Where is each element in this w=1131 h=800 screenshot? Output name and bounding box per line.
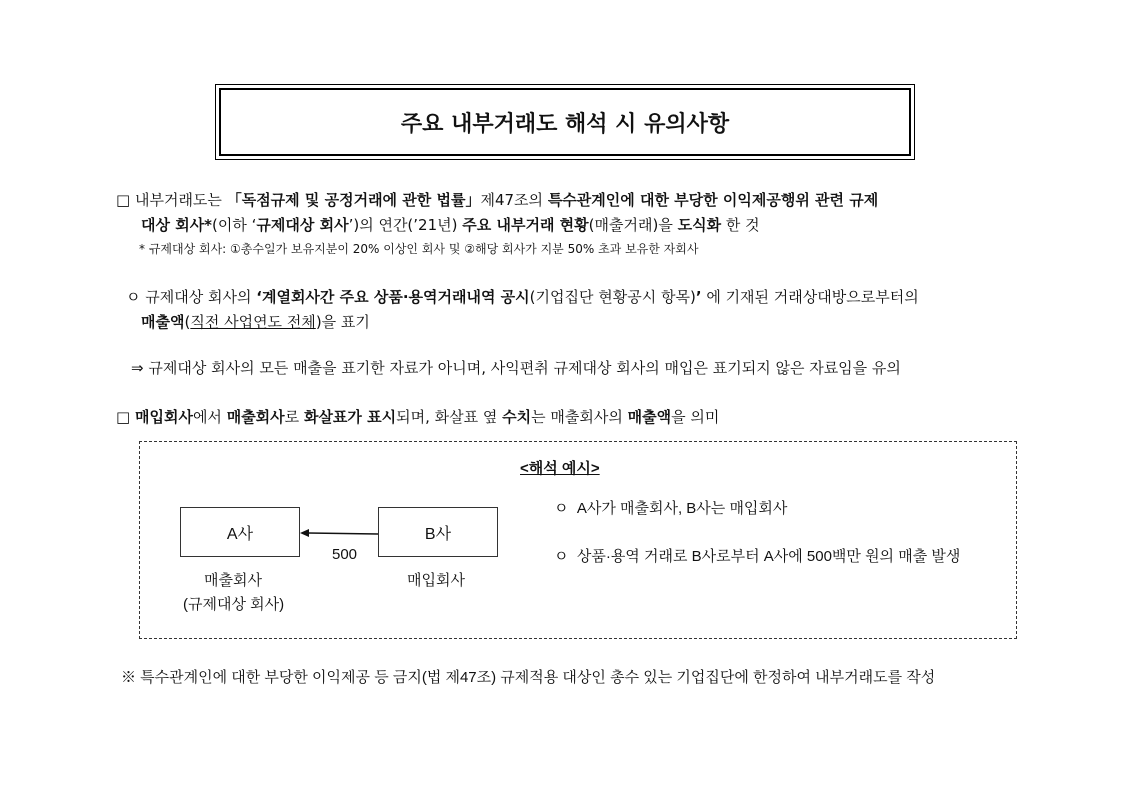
example-box (139, 441, 1017, 639)
para3-arrow: ⇒ (131, 359, 144, 377)
para2-line2 (141, 312, 370, 332)
para2-line1 (126, 287, 919, 307)
para4-bold4: 수치 (502, 408, 532, 426)
para2-bold1: ‘계열회사간 주요 상품·용역거래내역 공시 (256, 288, 530, 306)
para2-l2-bold1: 매출액 (141, 313, 185, 331)
para1-bold1: 특수관계인에 대한 부당한 이익제공행위 관련 규제 (547, 191, 879, 209)
para2-l2-text2: )을 표기 (315, 313, 370, 331)
para1-bullet: □ (116, 191, 131, 209)
para1-line1 (116, 190, 878, 210)
para4-text2: 로 (284, 408, 300, 426)
para4-bold2: 매출회사 (226, 408, 285, 426)
para3-text: 규제대상 회사의 모든 매출을 표기한 자료가 아니며, 사익편취 규제대상 회사의 매입은 표기되지 않은 자료임을 유의 (148, 359, 901, 377)
para4-text5: 을 의미 (671, 408, 720, 426)
para2-bullet: ㅇ (126, 288, 141, 306)
para4-bullet: □ (116, 408, 131, 426)
amount-label: 500 (332, 546, 358, 563)
bottom-note: ※ 특수관계인에 대한 부당한 이익제공 등 금지(법 제47조) 규제적용 대상인 총수 있는 기업집단에 한정하여 내부거래도를 작성 (121, 669, 936, 686)
para1-law: 「독점규제 및 공정거래에 관한 법률」 (226, 191, 481, 209)
para1-l2-text3: (매출거래)을 (588, 216, 673, 234)
title-box (215, 84, 915, 160)
example-note-2-text: 상품·용역 거래로 B사로부터 A사에 500백만 원의 매출 발생 (576, 548, 961, 565)
para2-text2: (기업집단 현황공시 항목) (529, 288, 696, 306)
para1-text1: 내부거래도는 (134, 191, 222, 209)
label-seller: 매출회사 (204, 572, 262, 589)
footnote: * 규제대상 회사: ①총수일가 보유지분이 20% 이상인 회사 및 ②해당 회사가 지분 50% 초과 보유한 자회사 (139, 242, 699, 256)
para2-l2-underline: 직전 사업연도 전체 (190, 313, 316, 331)
para4-text3: 되며, 화살표 옆 (396, 408, 498, 426)
example-note-2 (554, 545, 960, 566)
para1-l2-text2: ’)의 연간(’21년) (348, 216, 458, 234)
para4-text1: 에서 (192, 408, 222, 426)
para1-line2 (141, 215, 760, 235)
para3 (131, 358, 901, 378)
company-box-b: B사 (378, 507, 498, 557)
para2-l2-text1: ( (184, 313, 191, 331)
para2-text3: 에 기재된 거래상대방으로부터의 (706, 288, 919, 306)
para4-bold1: 매입회사 (134, 408, 193, 426)
label-seller-note: (규제대상 회사) (183, 596, 285, 613)
para4-text4: 는 매출회사의 (531, 408, 623, 426)
para1-text2: 제47조의 (480, 191, 544, 209)
para4-bold5: 매출액 (627, 408, 672, 426)
example-note-1-bullet: ㅇ (554, 500, 569, 517)
para2-bold2: ’ (695, 288, 702, 306)
para1-l2-text4: 한 것 (725, 216, 760, 234)
para4 (116, 407, 719, 427)
para1-l2-bold4: 도식화 (677, 216, 722, 234)
para2-text1: 규제대상 회사의 (145, 288, 252, 306)
page-title: 주요 내부거래도 해석 시 유의사항 (219, 88, 911, 156)
para1-l2-bold2: 규제대상 회사 (256, 216, 349, 234)
label-buyer: 매입회사 (407, 572, 465, 589)
example-note-1-text: A사가 매출회사, B사는 매입회사 (576, 500, 788, 517)
para4-bold3: 화살표가 표시 (303, 408, 397, 426)
arrow-left-icon (298, 526, 380, 540)
company-box-a: A사 (180, 507, 300, 557)
para1-l2-bold3: 주요 내부거래 현황 (462, 216, 589, 234)
para1-l2-text1: (이하 ‘ (212, 216, 257, 234)
example-heading: <해석 예시> (520, 460, 600, 477)
example-note-2-bullet: ㅇ (554, 548, 569, 565)
example-note-1 (554, 497, 787, 518)
para1-l2-bold1: 대상 회사* (141, 216, 213, 234)
